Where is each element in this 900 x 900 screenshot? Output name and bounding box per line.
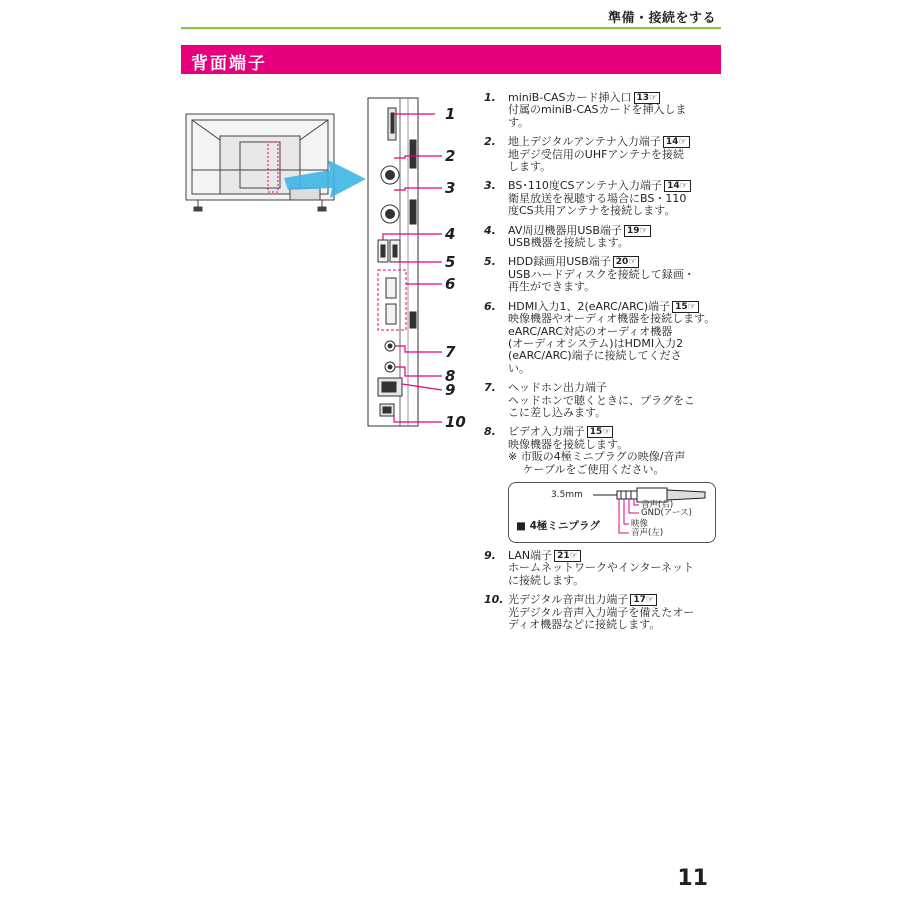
plug-title: ■ 4極ミニプラグ [516, 519, 600, 532]
chapter-title: 準備・接続をする [607, 11, 716, 26]
page-ref-icon: 15☞ [587, 426, 614, 438]
page-ref-icon: 15☞ [672, 301, 699, 313]
list-item: 1. miniB-CASカード挿入口 13☞ 付属のminiB-CASカードを挿入しま す。 [484, 91, 687, 129]
page-ref-icon: 20☞ [613, 256, 640, 268]
callout-1: 1 [445, 105, 456, 123]
terminal-list [484, 92, 724, 638]
list-item: 9. LAN端子 21☞ ホームネットワークやインターネット に接続します。 [484, 548, 695, 587]
callout-9: 9 [445, 381, 456, 399]
page-ref-icon: 13☞ [634, 92, 661, 104]
callout-4: 4 [445, 225, 456, 243]
list-item: 4. AV周辺機器用USB端子 19☞ USB機器を接続します。 [484, 225, 724, 250]
plug-label-gnd: GND(アース) [641, 507, 692, 518]
plug-label-audio-left: 音声(左) [631, 527, 664, 538]
rear-terminal-figure [180, 90, 480, 435]
tv-rear-view [186, 114, 334, 211]
plug-label-audio-right: 音声(右) [641, 499, 674, 510]
list-item: 5. HDD録画用USB端子 20☞ USBハードディスクを接続して録画・ 再生ができます。 [484, 255, 695, 294]
callout-2: 2 [445, 147, 456, 165]
section-title: 背面端子 [191, 54, 267, 74]
callout-10: 10 [445, 413, 466, 431]
page-ref-icon: 19☞ [624, 225, 651, 237]
mini-plug-diagram [508, 482, 716, 543]
plug-label-video: 映像 [631, 518, 649, 529]
terminal-panel-illustration [180, 90, 480, 435]
page-ref-icon: 21☞ [554, 550, 581, 562]
page-number: 11 [677, 866, 708, 891]
list-item: 6. HDMI入力1、2(eARC/ARC)端子 15☞ 映像機器やオーディオ機器を接続します。 eARC/ARC対応のオーディオ機器 (オーディオシステム)はHDMI入力2 (eARC/ARC)端子に接続してくださ い。 [484, 299, 716, 375]
list-item: 10. 光デジタル音声出力端子 17☞ 光デジタル音声入力端子を備えたオー ディオ機器などに接続します。 [484, 593, 695, 631]
plug-dimension: 3.5mm [551, 489, 583, 500]
list-item: 2. 地上デジタルアンテナ入力端子 14☞ 地デジ受信用のUHFアンテナを接続 します。 [484, 136, 724, 173]
header-rule [181, 27, 721, 30]
list-item: 3. BS･110度CSアンテナ入力端子 14☞ 衛星放送を視聴する場合にBS・110 度CS共用アンテナを接続します。 [484, 180, 724, 217]
page-ref-icon: 14☞ [664, 180, 691, 192]
callout-6: 6 [445, 275, 456, 293]
callout-7: 7 [445, 343, 456, 361]
list-item: 7. ヘッドホン出力端子 ヘッドホンで聴くときに、プラグをこ こに差し込みます。 [484, 381, 695, 419]
page-ref-icon: 14☞ [663, 136, 690, 148]
list-item: 8. ビデオ入力端子 15☞ 映像機器を接続します。 ※ 市販の4極ミニプラグの映像/音声 ケーブルをご使用ください。 3.5mm 音声(右) GND(アース) 映像 音声(左) ■ 4極ミニプラグ [484, 426, 724, 543]
callout-3: 3 [445, 179, 456, 197]
callout-5: 5 [445, 253, 456, 271]
callout-numbers [444, 105, 466, 431]
callout-8: 8 [445, 367, 456, 385]
page-ref-icon: 17☞ [630, 594, 657, 606]
